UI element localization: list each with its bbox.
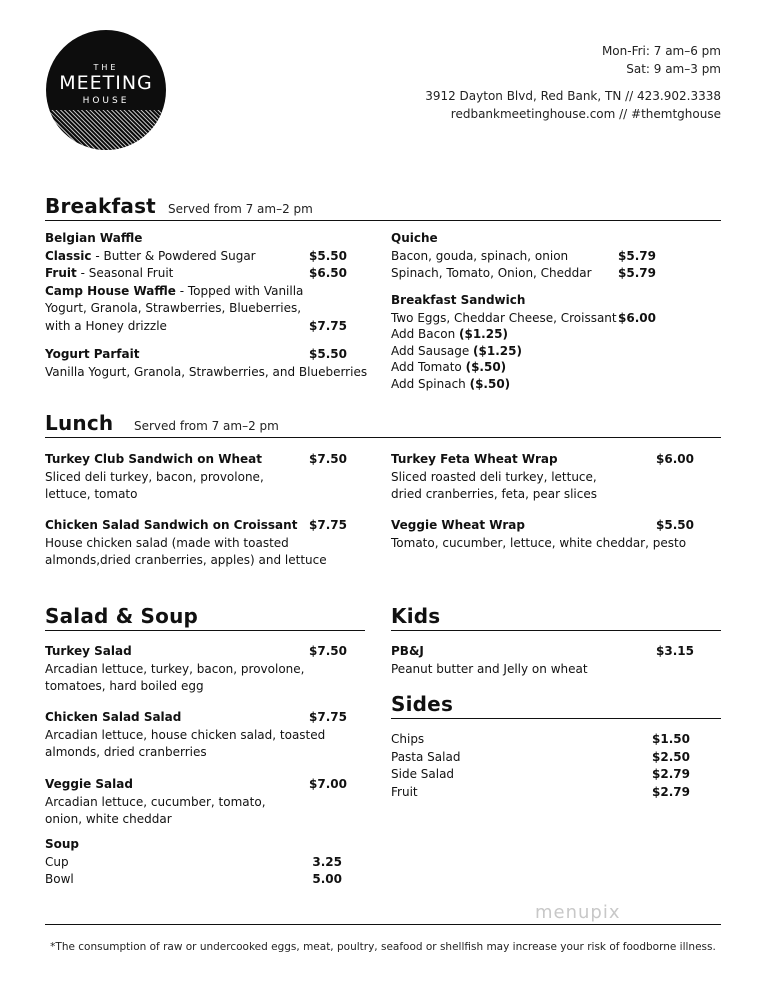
veggie-salad-desc-1: Arcadian lettuce, cucumber, tomato,	[45, 794, 266, 809]
chicken-salad-name: Chicken Salad Salad	[45, 710, 182, 724]
addon-price: ($1.25)	[473, 343, 522, 358]
addon-spinach[interactable]	[391, 376, 656, 393]
turkey-salad-desc-1: Arcadian lettuce, turkey, bacon, provolone,	[45, 661, 305, 676]
parfait-price: $5.50	[309, 347, 347, 361]
turkey-feta-wrap-block[interactable]	[391, 451, 694, 504]
menu-item-camp-house-waffle[interactable]	[45, 283, 347, 336]
breakfast-sandwich-desc: Two Eggs, Cheddar Cheese, Croissant	[391, 310, 617, 325]
side-price: $1.50	[652, 732, 690, 746]
camp-name: Camp House Waffle	[45, 283, 176, 298]
soup-cup-price: 3.25	[312, 854, 342, 869]
veggie-salad-desc-2: onion, white cheddar	[45, 812, 172, 826]
addon-label: Add Sausage	[391, 343, 474, 358]
turkey-salad-block[interactable]	[45, 643, 347, 696]
addon-price: ($1.25)	[459, 327, 508, 341]
chicken-salad-sandwich-block[interactable]	[45, 517, 347, 570]
feta-wrap-price: $6.00	[656, 452, 694, 466]
breakfast-sandwich-price: $6.00	[618, 310, 656, 325]
veggie-wrap-name: Veggie Wheat Wrap	[391, 518, 525, 532]
side-price: $2.50	[652, 749, 690, 764]
addon-price: ($.50)	[469, 376, 511, 391]
breakfast-subtitle: Served from 7 am–2 pm	[168, 202, 313, 216]
breakfast-sandwich-heading: Breakfast Sandwich	[391, 293, 526, 307]
side-name: Fruit	[391, 784, 418, 799]
breakfast-sandwich-block	[391, 292, 656, 392]
breakfast-sandwich-item[interactable]	[391, 310, 656, 327]
quiche-heading: Quiche	[391, 231, 438, 245]
menu-item-classic[interactable]	[45, 248, 347, 266]
turkey-salad-row	[45, 643, 347, 661]
turkey-salad-name: Turkey Salad	[45, 644, 132, 658]
side-side-salad[interactable]	[391, 766, 690, 784]
soup-heading: Soup	[45, 837, 80, 851]
website-line[interactable]: redbankmeetinghouse.com // #themtghouse	[450, 107, 721, 121]
disclaimer: *The consumption of raw or undercooked eggs, meat, poultry, seafood or shellfish may increase your risk of foodborne illness.	[50, 941, 716, 953]
breakfast-title: Breakfast	[45, 194, 156, 218]
feta-wrap-desc-1: Sliced roasted deli turkey, lettuce,	[391, 469, 597, 484]
side-pasta-salad[interactable]	[391, 749, 690, 767]
chicken-salad-desc-1: Arcadian lettuce, house chicken salad, toasted	[45, 727, 326, 742]
yogurt-parfait-block[interactable]	[45, 346, 368, 381]
address	[425, 87, 721, 123]
quiche-item-2-price: $5.79	[618, 266, 656, 280]
addon-label: Add Spinach	[391, 376, 470, 391]
fruit-price: $6.50	[309, 266, 347, 280]
kids-title: Kids	[391, 604, 441, 628]
camp-desc-3-row	[45, 318, 347, 336]
veggie-salad-block[interactable]	[45, 776, 347, 829]
side-name: Chips	[391, 732, 425, 746]
belgian-waffle-block	[45, 230, 347, 335]
pbj-block[interactable]	[391, 643, 694, 678]
quiche-item-1-name: Bacon, gouda, spinach, onion	[391, 248, 569, 263]
turkey-club-desc-2: lettuce, tomato	[45, 487, 138, 501]
bottom-divider	[45, 924, 721, 925]
chicken-sandwich-desc-1: House chicken salad (made with toasted	[45, 535, 289, 550]
logo-meeting: MEETING	[59, 72, 153, 94]
chicken-sandwich-row	[45, 517, 347, 535]
hours-weekday: Mon-Fri: 7 am–6 pm	[601, 44, 721, 58]
kids-header	[391, 600, 721, 631]
chicken-salad-salad-block[interactable]	[45, 709, 347, 762]
sides-header	[391, 688, 721, 719]
camp-desc-2: Yogurt, Granola, Strawberries, Blueberries,	[45, 301, 302, 315]
salad-soup-header	[45, 600, 365, 631]
pbj-row	[391, 643, 694, 661]
veggie-salad-row	[45, 776, 347, 794]
hours-saturday: Sat: 9 am–3 pm	[626, 62, 721, 76]
turkey-salad-price: $7.50	[309, 644, 347, 658]
chicken-salad-desc-2: almonds, dried cranberries	[45, 745, 207, 759]
menu-item-fruit[interactable]	[45, 265, 347, 283]
chicken-sandwich-price: $7.75	[309, 518, 347, 532]
addon-tomato[interactable]	[391, 359, 656, 376]
side-price: $2.79	[652, 767, 690, 781]
lunch-title: Lunch	[45, 411, 114, 435]
turkey-salad-desc-2: tomatoes, hard boiled egg	[45, 679, 204, 693]
classic-name: Classic	[45, 248, 92, 263]
pbj-price: $3.15	[656, 644, 694, 658]
classic-desc: - Butter & Powdered Sugar	[91, 248, 256, 263]
addon-label: Add Bacon	[391, 327, 459, 341]
address-line: 3912 Dayton Blvd, Red Bank, TN // 423.902.3338	[425, 89, 721, 103]
addon-bacon[interactable]	[391, 326, 656, 343]
logo	[46, 30, 166, 150]
feta-wrap-row	[391, 451, 694, 469]
quiche-item-1[interactable]	[391, 248, 656, 266]
breakfast-header	[45, 192, 721, 221]
hours	[602, 42, 721, 78]
chicken-sandwich-desc-2: almonds,dried cranberries, apples) and lettuce	[45, 553, 327, 567]
fruit-desc: - Seasonal Fruit	[76, 266, 174, 280]
soup-bowl[interactable]	[45, 871, 342, 889]
lunch-header	[45, 408, 721, 438]
turkey-club-desc-1: Sliced deli turkey, bacon, provolone,	[45, 469, 264, 484]
addon-sausage[interactable]	[391, 343, 656, 360]
addon-price: ($.50)	[465, 360, 507, 374]
sides-list	[391, 731, 690, 801]
lunch-subtitle: Served from 7 am–2 pm	[134, 419, 279, 433]
classic-price: $5.50	[309, 248, 347, 263]
watermark: menupix	[535, 902, 621, 923]
soup-bowl-label: Bowl	[45, 872, 74, 886]
feta-wrap-desc-2: dried cranberries, feta, pear slices	[391, 487, 597, 501]
logo-house: HOUSE	[82, 96, 130, 106]
side-chips[interactable]	[391, 731, 690, 749]
soup-block	[45, 836, 342, 889]
camp-desc-3: with a Honey drizzle	[45, 318, 167, 333]
belgian-waffle-heading: Belgian Waffle	[45, 231, 143, 245]
logo-the: THE	[93, 63, 119, 72]
chicken-sandwich-name: Chicken Salad Sandwich on Croissant	[45, 518, 298, 532]
veggie-wrap-desc: Tomato, cucumber, lettuce, white cheddar, pesto	[391, 535, 687, 550]
quiche-item-2[interactable]	[391, 265, 656, 283]
veggie-wrap-block[interactable]	[391, 517, 694, 552]
fruit-name: Fruit	[45, 266, 77, 280]
turkey-club-price: $7.50	[309, 452, 347, 466]
chicken-salad-row	[45, 709, 347, 727]
turkey-club-row	[45, 451, 347, 469]
side-fruit[interactable]	[391, 784, 690, 802]
pbj-name: PB&J	[391, 644, 424, 658]
parfait-desc: Vanilla Yogurt, Granola, Strawberries, and Blueberries	[45, 364, 368, 379]
quiche-item-1-price: $5.79	[618, 248, 656, 263]
pbj-desc: Peanut butter and Jelly on wheat	[391, 661, 588, 676]
quiche-item-2-name: Spinach, Tomato, Onion, Cheddar	[391, 266, 592, 280]
feta-wrap-name: Turkey Feta Wheat Wrap	[391, 452, 558, 466]
soup-cup[interactable]	[45, 854, 342, 872]
chicken-salad-price: $7.75	[309, 710, 347, 724]
veggie-wrap-row	[391, 517, 694, 535]
salad-soup-title: Salad & Soup	[45, 604, 199, 628]
side-price: $2.79	[652, 784, 690, 799]
soup-bowl-price: 5.00	[312, 872, 342, 886]
camp-price: $7.75	[309, 318, 347, 333]
side-name: Side Salad	[391, 767, 455, 781]
parfait-name: Yogurt Parfait	[45, 347, 140, 361]
soup-cup-label: Cup	[45, 854, 69, 869]
turkey-club-name: Turkey Club Sandwich on Wheat	[45, 452, 262, 466]
side-name: Pasta Salad	[391, 749, 461, 764]
camp-desc-1: - Topped with Vanilla	[175, 283, 304, 298]
veggie-salad-price: $7.00	[309, 777, 347, 791]
turkey-club-block[interactable]	[45, 451, 347, 504]
addon-label: Add Tomato	[391, 360, 466, 374]
logo-pattern	[46, 110, 166, 150]
parfait-row	[45, 346, 347, 364]
quiche-block	[391, 230, 656, 283]
sides-title: Sides	[391, 692, 454, 716]
veggie-wrap-price: $5.50	[656, 518, 694, 532]
veggie-salad-name: Veggie Salad	[45, 777, 133, 791]
